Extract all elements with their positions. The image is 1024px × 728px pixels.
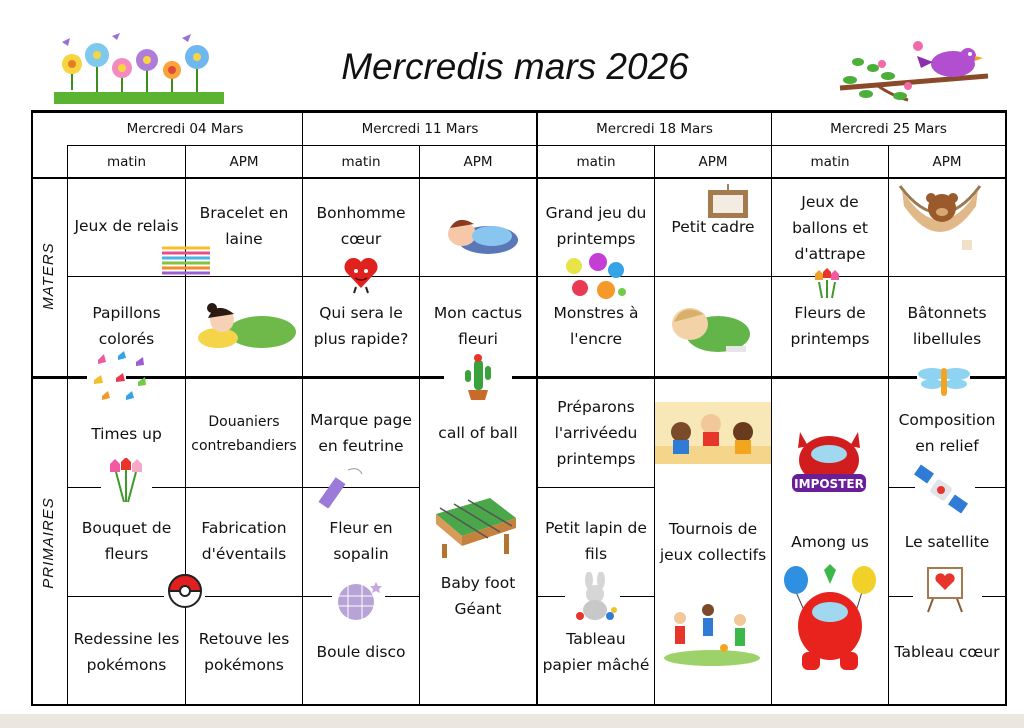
- prim-row-line-b4: [537, 596, 565, 597]
- easel-heart-icon: [924, 566, 966, 614]
- section-divider-mid2: [512, 376, 917, 379]
- header-bottom-line: [31, 177, 1007, 179]
- flowers-illustration: [52, 30, 227, 105]
- activity-cell: Times up: [91, 425, 162, 443]
- sleeping-boy-icon: [664, 296, 754, 358]
- period-matin: matin: [810, 153, 850, 170]
- activity-cell: Tableau cœur: [894, 643, 1000, 661]
- picture-frame-icon: [706, 184, 750, 220]
- table-border-bottom: [31, 704, 1007, 706]
- activity-cell: Douaniers contrebandiers: [191, 414, 297, 454]
- imposter-logo-text: IMPOSTER: [794, 477, 864, 491]
- disco-ball-icon: [330, 576, 384, 626]
- section-divider-right: [970, 376, 1007, 379]
- activity-cell: Composition en relief: [898, 411, 996, 455]
- section-divider-left: [31, 376, 87, 379]
- activity-cell: Fleur en sopalin: [329, 519, 393, 563]
- bunny-toy-icon: [572, 572, 618, 622]
- activity-cell: Among us: [791, 533, 869, 551]
- paint-splatter-icon: [560, 252, 632, 302]
- week-date-3: Mercredi 18 Mars: [596, 121, 713, 137]
- table-border-right: [1005, 110, 1007, 706]
- bottom-strip: [0, 714, 1024, 728]
- prim-row-line-b7: [982, 596, 1005, 597]
- prim-row-line-a5: [975, 487, 1005, 488]
- activity-cell: Baby foot Géant: [440, 574, 516, 618]
- activity-cell: Papillons colorés: [92, 304, 161, 348]
- section-label-primaires: PRIMAIRES: [40, 497, 57, 589]
- activity-cell: Monstres à l'encre: [553, 304, 639, 348]
- bird-branch-illustration: [838, 38, 993, 106]
- activity-cell: Préparons l'arrivéedu printemps: [554, 398, 638, 468]
- table-border-left: [31, 110, 33, 706]
- activity-cell: Le satellite: [904, 533, 990, 551]
- activity-cell: Fabrication d'éventails: [201, 519, 287, 563]
- activity-cell: Jeux de relais: [74, 217, 179, 235]
- activity-cell: Qui sera le plus rapide?: [313, 304, 409, 348]
- amongus-party-icon: [780, 564, 880, 672]
- period-apm: APM: [698, 153, 728, 170]
- teddy-hammock-icon: [896, 180, 984, 260]
- sleeping-girl-icon: [196, 298, 300, 354]
- satellite-icon: [912, 464, 970, 516]
- activity-cell: Petit cadre: [671, 218, 755, 236]
- activity-cell: Retouve les pokémons: [198, 630, 290, 674]
- period-apm: APM: [229, 153, 259, 170]
- activity-cell: Tableau papier mâché: [542, 630, 650, 674]
- heart-character-icon: [342, 254, 380, 294]
- tulip-bouquet-icon: [104, 458, 148, 504]
- period-matin: matin: [341, 153, 381, 170]
- prim-row-line-b1: [68, 596, 164, 597]
- kids-playing-icon: [655, 402, 771, 464]
- activity-cell: Boule disco: [316, 643, 406, 661]
- prim-row-line-b5: [620, 596, 654, 597]
- maters-row-line: [68, 276, 1005, 277]
- week-date-2: Mercredi 11 Mars: [361, 121, 479, 137]
- activity-cell: Bâtonnets libellules: [907, 304, 987, 348]
- cactus-icon: [460, 352, 496, 402]
- pokeball-icon: [166, 572, 204, 610]
- activity-cell: Bouquet de fleurs: [81, 519, 172, 563]
- tulips-icon: [810, 268, 844, 300]
- prim-row-line-a3: [537, 487, 654, 488]
- activity-cell: Bonhomme cœur: [316, 204, 406, 248]
- dragonfly-icon: [916, 362, 972, 398]
- activity-cell: Mon cactus fleuri: [433, 304, 523, 348]
- sleeping-child-icon: [440, 204, 520, 260]
- foosball-table-icon: [430, 494, 520, 560]
- section-divider-mid: [126, 376, 444, 379]
- period-apm: APM: [932, 153, 962, 170]
- activity-cell: Tournois de jeux collectifs: [659, 520, 767, 564]
- butterflies-icon: [88, 350, 154, 406]
- children-running-icon: [660, 600, 764, 668]
- prim-row-line-b6: [889, 596, 913, 597]
- stripes-icon: [160, 244, 212, 276]
- week-date-4: Mercredi 25 Mars: [830, 121, 947, 137]
- prim-row-line-b3: [385, 596, 419, 597]
- period-apm: APM: [463, 153, 493, 170]
- activity-cell: call of ball: [438, 424, 518, 442]
- prim-row-line-a1: [68, 487, 101, 488]
- activity-cell: Redessine les pokémons: [73, 630, 180, 674]
- imposter-icon: [786, 422, 872, 498]
- activity-cell: Marque page en feutrine: [310, 411, 412, 455]
- period-matin: matin: [576, 153, 616, 170]
- felt-bookmark-icon: [318, 468, 364, 508]
- prim-row-line-a2: [152, 487, 419, 488]
- activity-cell: Jeux de ballons et d'attrape: [792, 193, 868, 263]
- activity-cell: Fleurs de printemps: [790, 304, 870, 348]
- activity-cell: Bracelet en laine: [199, 204, 289, 248]
- week-date-1: Mercredi 04 Mars: [126, 121, 244, 137]
- activity-cell: Grand jeu du printemps: [545, 204, 647, 248]
- page-title: Mercredis mars 2026: [341, 46, 689, 87]
- period-matin: matin: [106, 153, 147, 170]
- section-label-maters: MATERS: [40, 242, 57, 310]
- activity-cell: Petit lapin de fils: [545, 519, 647, 563]
- prim-row-line-b2: [205, 596, 332, 597]
